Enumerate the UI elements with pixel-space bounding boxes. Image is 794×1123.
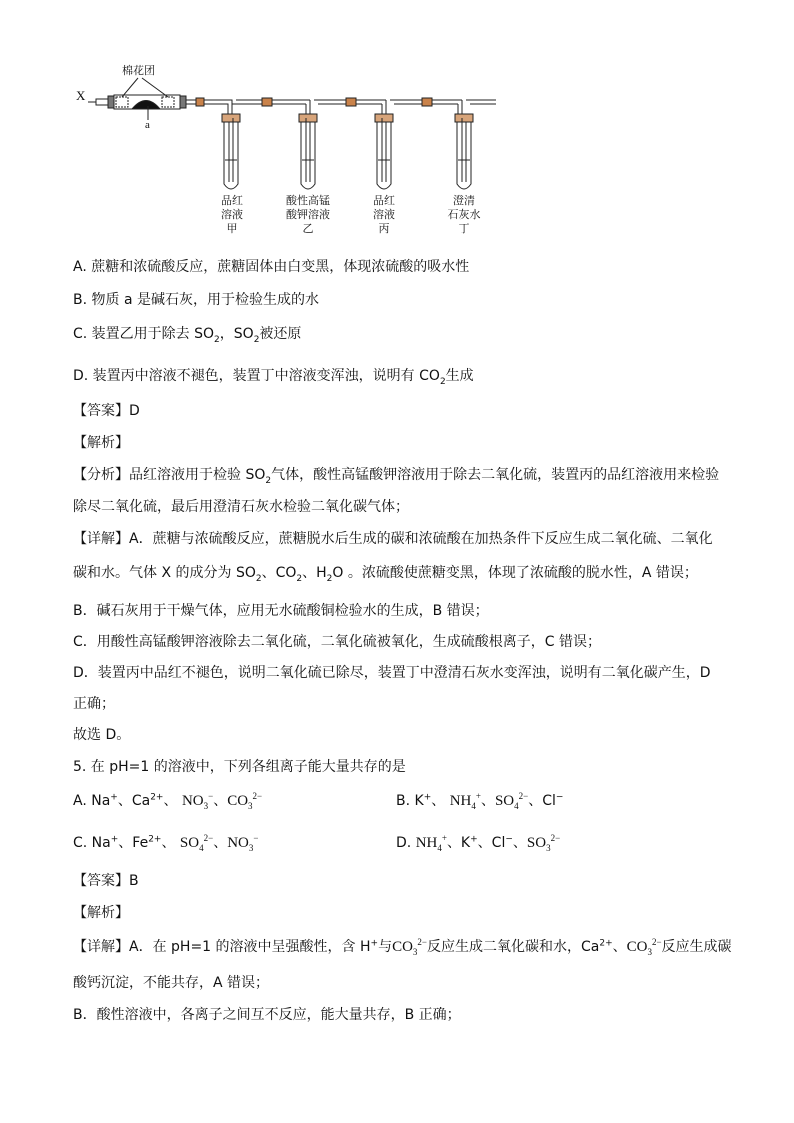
tube-label-jia: 品红 溶液 甲 xyxy=(221,194,243,235)
q4-analysis-line2: 除尽二氧化硫，最后用澄清石灰水检验二氧化碳气体； xyxy=(73,499,409,515)
q5-option-c: C. Na+、$Fe^{2+}$、 $SO_4^{2-}$、$NO_3^-$ xyxy=(73,833,259,853)
q5-detail-line2: 酸钙沉淀，不能共存，A 错误； xyxy=(73,975,270,991)
q4-option-c: C. 装置乙用于除去 $SO_2$，$SO_2$被还原 xyxy=(73,326,302,345)
q4-detail-d2: 正确； xyxy=(73,696,115,712)
q4-detail-line1: 【详解】A．蔗糖与浓硫酸反应，蔗糖脱水后生成的碳和浓硫酸在加热条件下反应生成二氧化硫、二氧化 xyxy=(73,531,713,547)
q5-jiexi: 【解析】 xyxy=(73,905,129,921)
q4-option-b: B. 物质 a 是碱石灰，用于检验生成的水 xyxy=(73,292,319,308)
q4-detail-d1: D．装置丙中品红不褪色，说明二氧化硫已除尽，装置丁中澄清石灰水变浑浊，说明有二氧化碳产生，D xyxy=(73,665,711,681)
q4-detail-c: C．用酸性高锰酸钾溶液除去二氧化硫，二氧化硫被氧化，生成硫酸根离子，C 错误； xyxy=(73,634,601,650)
q4-option-d: D. 装置丙中溶液不褪色，装置丁中溶液变浑浊，说明有 $CO_2$生成 xyxy=(73,368,474,387)
q4-choose: 故选 D。 xyxy=(73,727,131,743)
label-a: a xyxy=(145,119,150,131)
q5-detail-b: B．酸性溶液中，各离子之间互不反应，能大量共存，B 正确； xyxy=(73,1007,461,1023)
q5-option-a: A. Na+、$Ca^{2+}$、 $NO_3^-$、$CO_3^{2-}$ xyxy=(73,791,263,811)
q4-option-a: A. 蔗糖和浓硫酸反应，蔗糖固体由白变黑，体现浓硫酸的吸水性 xyxy=(73,259,470,275)
q4-detail-line2: 碳和水。气体 X 的成分为 $SO_2$、$CO_2$、$H_2O$ 。浓硫酸使蔗糖变黑，体现了浓硫酸的脱水性，A 错误； xyxy=(73,565,698,584)
q5-option-d: D. $NH_4^+$、K+、Cl−、$SO_3^{2-}$ xyxy=(396,833,561,853)
tube-label-bing: 品红 溶液 丙 xyxy=(373,194,395,235)
q5-stem: 5. 在 pH=1 的溶液中，下列各组离子能大量共存的是 xyxy=(73,759,406,775)
tube-label-ding: 澄清 石灰水 丁 xyxy=(447,194,481,235)
q5-answer: 【答案】B xyxy=(73,873,139,889)
q4-jiexi: 【解析】 xyxy=(73,435,129,451)
q5-option-b: B. K+、 $NH_4^+$、$SO_4^{2-}$、Cl− xyxy=(396,791,564,811)
q5-detail-line1: 【详解】A．在 pH=1 的溶液中呈强酸性，含 H+与$CO_3^{2-}$反应生成二氧化碳和水，$Ca^{2+}$、$CO_3^{2-}$反应生成碳 xyxy=(73,937,732,957)
q4-analysis-line1: 【分析】品红溶液用于检验 $SO_2$气体，酸性高锰酸钾溶液用于除去二氧化硫，装置丙的品红溶液用来检验 xyxy=(73,467,720,486)
label-x: X xyxy=(76,88,86,103)
q4-detail-b: B．碱石灰用于干燥气体，应用无水硫酸铜检验水的生成，B 错误； xyxy=(73,603,489,619)
q4-answer: 【答案】D xyxy=(73,403,140,419)
label-cotton: 棉花团 xyxy=(122,64,155,77)
tube-label-yi: 酸性高锰 酸钾溶液 乙 xyxy=(286,194,330,235)
